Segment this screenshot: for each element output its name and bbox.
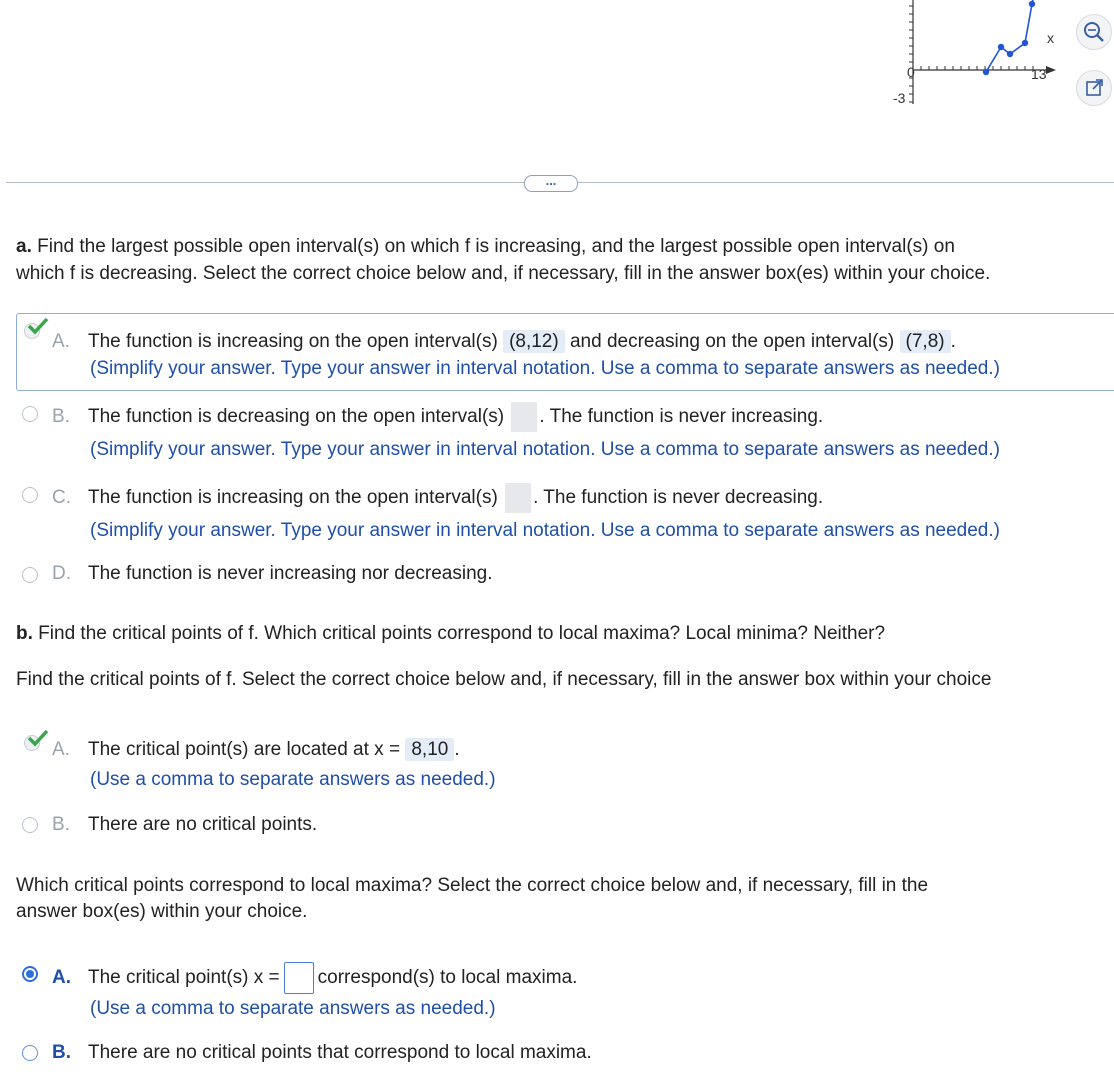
function-graph [880, 0, 1070, 110]
choice-letter: B. [52, 814, 70, 835]
maxima-choice-a [52, 962, 577, 994]
choice-text: The critical point(s) are located at x = [88, 739, 401, 760]
choice-text: The function is increasing on the open interval(s) [88, 331, 498, 352]
part-b-choice-b-radio[interactable] [22, 817, 38, 833]
checkmark-icon [26, 728, 50, 748]
decreasing-interval-input[interactable] [511, 402, 537, 432]
y-min-label: -3 [893, 90, 906, 106]
maxima-choice-b [52, 1042, 592, 1064]
part-a-choice-d-radio[interactable] [22, 567, 38, 583]
part-b-choice-a-hint: (Use a comma to separate answers as needed.) [90, 769, 496, 790]
choice-text: . The function is never decreasing. [533, 487, 824, 508]
part-a-choice-b-hint: (Simplify your answer. Type your answer in interval notation. Use a comma to separate answers as needed.) [90, 439, 1000, 460]
choice-letter: A. [52, 739, 70, 760]
zoom-icon[interactable] [1076, 14, 1112, 50]
choice-letter: C. [52, 487, 71, 508]
more-dots-icon[interactable]: ... [524, 175, 578, 192]
part-a-choice-b [52, 401, 823, 432]
decreasing-interval-answer[interactable]: (7,8) [900, 330, 951, 353]
part-a-choice-b-radio[interactable] [22, 406, 38, 422]
choice-text: The function is decreasing on the open interval(s) [88, 406, 505, 427]
part-b-question-text: Find the critical points of f. Which critical points correspond to local maxima? Local minima? Neither? [32, 623, 886, 644]
maxima-question-text: Which critical points correspond to local maxima? Select the correct choice below and, if necessary, fill in the [16, 875, 929, 896]
checkmark-icon [26, 316, 50, 336]
choice-text: correspond(s) to local maxima. [317, 967, 578, 989]
maxima-choice-b-radio[interactable] [22, 1045, 38, 1061]
choice-text: There are no critical points that correspond to local maxima. [88, 1042, 592, 1063]
choice-text: There are no critical points. [88, 814, 318, 835]
part-b-choice-b [52, 814, 317, 836]
origin-label: 0 [907, 64, 915, 80]
critical-points-answer[interactable]: 8,10 [405, 738, 454, 761]
part-b-instruction: Find the critical points of f. Select the correct choice below and, if necessary, fill in the answer box within your choice [16, 669, 992, 690]
choice-letter: D. [52, 563, 71, 584]
choice-text: . The function is never increasing. [539, 406, 824, 427]
part-a-question-text: Find the largest possible open interval(s) on which f is increasing, and the largest possible open interval(s) on [31, 236, 955, 257]
local-maxima-input[interactable] [284, 962, 314, 994]
part-b-prefix: b. [16, 623, 33, 644]
maxima-choice-a-radio[interactable] [22, 966, 38, 982]
part-a-prefix: a. [16, 236, 32, 257]
maxima-question-text-2: answer box(es) within your choice. [16, 901, 308, 922]
choice-letter: B. [52, 1042, 71, 1063]
choice-letter: B. [52, 406, 70, 427]
choice-text: The function is never increasing nor decreasing. [88, 563, 493, 584]
part-a-choice-c-hint: (Simplify your answer. Type your answer in interval notation. Use a comma to separate answers as needed.) [90, 520, 1000, 541]
maxima-question [16, 873, 928, 925]
part-b-choice-a [52, 734, 460, 765]
external-link-icon[interactable] [1076, 70, 1112, 106]
maxima-choice-a-hint: (Use a comma to separate answers as needed.) [90, 998, 496, 1019]
increasing-interval-input[interactable] [505, 483, 531, 513]
increasing-interval-answer[interactable]: (8,12) [503, 330, 565, 353]
part-a-choice-d [52, 563, 493, 585]
x-axis-label: x [1047, 30, 1054, 46]
choice-text: and decreasing on the open interval(s) [569, 331, 895, 352]
part-a-choice-a-hint: (Simplify your answer. Type your answer in interval notation. Use a comma to separate answers as needed.) [90, 358, 1000, 379]
choice-text: . [950, 331, 956, 352]
choice-text: The critical point(s) x = [88, 967, 280, 989]
part-b-question [16, 623, 885, 645]
part-a-choice-c-radio[interactable] [22, 487, 38, 503]
part-a-question-text-2: which f is decreasing. Select the correct choice below and, if necessary, fill in the answer box(es) within your choice. [16, 263, 991, 284]
x-tick-label: 13 [1031, 66, 1047, 82]
part-a-choice-a [52, 326, 956, 357]
part-a-choice-c [52, 482, 823, 513]
choice-letter: A. [52, 967, 71, 989]
choice-text: The function is increasing on the open interval(s) [88, 487, 498, 508]
part-a-question [16, 233, 990, 287]
choice-letter: A. [52, 331, 70, 352]
choice-text: . [454, 739, 460, 760]
